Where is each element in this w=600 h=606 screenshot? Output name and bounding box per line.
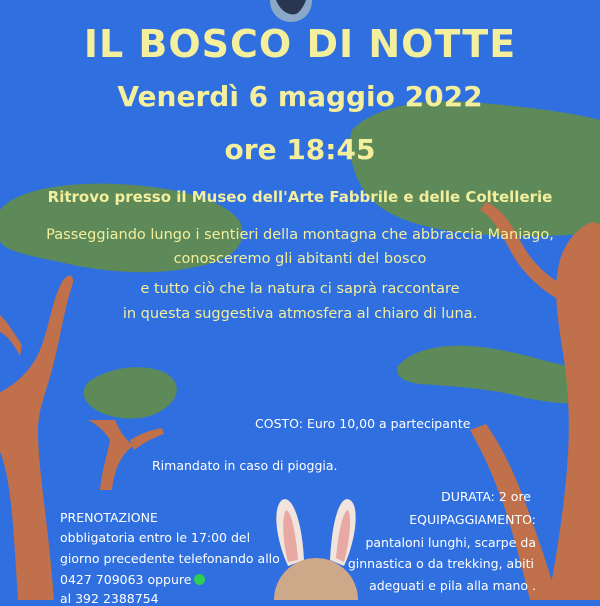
rain-note: Rimandato in caso di pioggia. bbox=[152, 458, 338, 473]
booking-heading: PRENOTAZIONE bbox=[60, 510, 158, 525]
booking-line: giorno precedente telefonando allo bbox=[60, 551, 280, 566]
booking-phone-line bbox=[60, 572, 205, 587]
booking-line: obbligatoria entro le 17:00 del bbox=[60, 530, 251, 545]
duration-info: DURATA: 2 ore bbox=[441, 489, 531, 504]
event-time: ore 18:45 bbox=[224, 133, 376, 166]
event-title: IL BOSCO DI NOTTE bbox=[83, 22, 517, 66]
whatsapp-icon bbox=[194, 574, 205, 585]
description-line: e tutto ciò che la natura ci saprà raccontare bbox=[140, 281, 460, 297]
tree-foliage-middle bbox=[84, 367, 177, 418]
equipment-line: ginnastica o da trekking, abiti bbox=[347, 556, 534, 571]
owl-icon bbox=[270, 0, 312, 22]
event-date: Venerdì 6 maggio 2022 bbox=[117, 80, 483, 113]
description-line: Passeggiando lungo i sentieri della montagna che abbraccia Maniago, bbox=[46, 227, 554, 243]
cost-info: COSTO: Euro 10,00 a partecipante bbox=[255, 416, 471, 431]
description-line: in questa suggestiva atmosfera al chiaro di luna. bbox=[122, 306, 478, 322]
tree-branch-middle bbox=[130, 428, 164, 450]
booking-line: al 392 2388754 bbox=[60, 591, 159, 606]
equipment-heading: EQUIPAGGIAMENTO: bbox=[409, 512, 536, 527]
tree-trunk-right-main bbox=[548, 222, 600, 600]
equipment-line: adeguati e pila alla mano . bbox=[369, 578, 536, 593]
equipment-line: pantaloni lunghi, scarpe da bbox=[365, 535, 536, 550]
rabbit-icon bbox=[274, 499, 358, 600]
booking-phone: 0427 709063 oppure bbox=[60, 572, 192, 587]
description-line: conosceremo gli abitanti del bosco bbox=[173, 251, 427, 267]
tree-foliage-right-top bbox=[350, 101, 600, 236]
tree-trunk-middle bbox=[88, 420, 134, 490]
meeting-place: Ritrovo presso il Museo dell'Arte Fabbrile e delle Coltellerie bbox=[47, 188, 553, 206]
